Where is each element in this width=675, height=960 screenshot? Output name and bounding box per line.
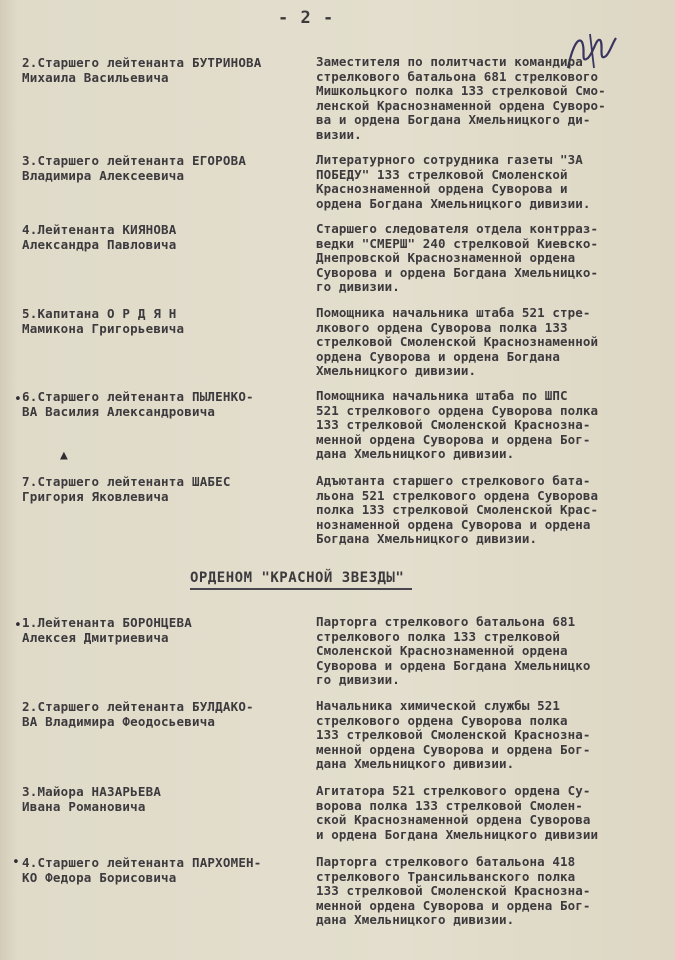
awardee-position: Помощника начальника штаба по ШПС 521 стрелкового ордена Суворова полка 133 стрелковой Смоленской Краснозна- менной ордена Суворова и ордена Бог- дана Хмельницкого дивизии.	[316, 388, 599, 461]
awardee-rank-name: 7.Старшего лейтенанта ШАБЕС Григория Яковлевича	[22, 474, 231, 504]
awardee-position: Парторга стрелкового батальона 418 стрелкового Трансильванского полка 133 стрелковой Смоленской Краснозна- менной ордена Суворова и ордена Бог- дана Хмельницкого дивизии.	[316, 854, 591, 927]
section-underline	[190, 588, 412, 590]
awardee-rank-name: 2.Старшего лейтенанта БУЛДАКО- ВА Владимира Феодосьевича	[22, 699, 254, 729]
awardee-rank-name: 2.Старшего лейтенанта БУТРИНОВА Михаила Васильевича	[22, 55, 262, 85]
awardee-position: Заместителя по политчасти командира стрелкового батальона 681 стрелкового Мишкольцкого полка 133 стрелковой Смо- ленской Краснознаменной ордена Суворо- ва и ордена Богдана Хмельницкого ди- визии.	[316, 54, 606, 142]
awardee-position: Начальника химической службы 521 стрелкового ордена Суворова полка 133 стрелковой Смоленской Краснозна- менной ордена Суворова и ордена Бог- дана Хмельницкого дивизии.	[316, 698, 591, 771]
margin-tick-mark: ▲	[60, 448, 68, 463]
awardee-position: Старшего следователя отдела контрраз- ведки "СМЕРШ" 240 стрелковой Киевско- Днепровской Краснознаменной ордена Суворова и ордена Богдана Хмельницко- го дивизии.	[316, 221, 599, 294]
awardee-position: Литературного сотрудника газеты "ЗА ПОБЕДУ" 133 стрелковой Смоленской Краснознаменной ордена Суворова и ордена Богдана Хмельницкого дивизии.	[316, 152, 591, 211]
awardee-rank-name: 3.Майора НАЗАРЬЕВА Ивана Романовича	[22, 784, 162, 814]
awardee-rank-name: 4.Лейтенанта КИЯНОВА Александра Павловича	[22, 222, 177, 252]
awardee-rank-name: 5.Капитана О Р Д Я Н Мамикона Григорьевича	[22, 306, 185, 336]
awardee-rank-name: 4.Старшего лейтенанта ПАРХОМЕН- КО Федора Борисовича	[22, 855, 262, 885]
awardee-rank-name: 3.Старшего лейтенанта ЕГОРОВА Владимира Алексеевича	[22, 153, 247, 183]
awardee-position: Парторга стрелкового батальона 681 стрелкового полка 133 стрелковой Смоленской Краснознаменной ордена Суворова и ордена Богдана Хмельницко го дивизии.	[316, 614, 591, 687]
margin-tick-mark: •	[14, 392, 22, 407]
awardee-rank-name: 1.Лейтенанта БОРОНЦЕВА Алексея Дмитриевича	[22, 615, 192, 645]
section-heading: ОРДЕНОМ "КРАСНОЙ ЗВЕЗДЫ"	[190, 570, 405, 586]
awardee-position: Помощника начальника штаба 521 стре- лкового ордена Суворова полка 133 стрелковой Смоленской Краснознаменной ордена Суворова и ордена Богдана Хмельницкого дивизии.	[316, 305, 599, 378]
margin-tick-mark: •	[12, 855, 20, 870]
awardee-position: Адъютанта старшего стрелкового бата- льона 521 стрелкового ордена Суворова полка 133 стрелковой Смоленской Крас- нознаменной ордена Суворова и ордена Богдана Хмельницкого дивизии.	[316, 473, 599, 546]
margin-tick-mark: •	[14, 618, 22, 633]
page-number: - 2 -	[278, 8, 335, 28]
awardee-position: Агитатора 521 стрелкового ордена Су- ворова полка 133 стрелковой Смолен- ской Краснознаменной ордена Суворова и ордена Богдана Хмельницкого дивизии	[316, 783, 599, 842]
awardee-rank-name: 6.Старшего лейтенанта ПЫЛЕНКО- ВА Василия Александровича	[22, 389, 254, 419]
